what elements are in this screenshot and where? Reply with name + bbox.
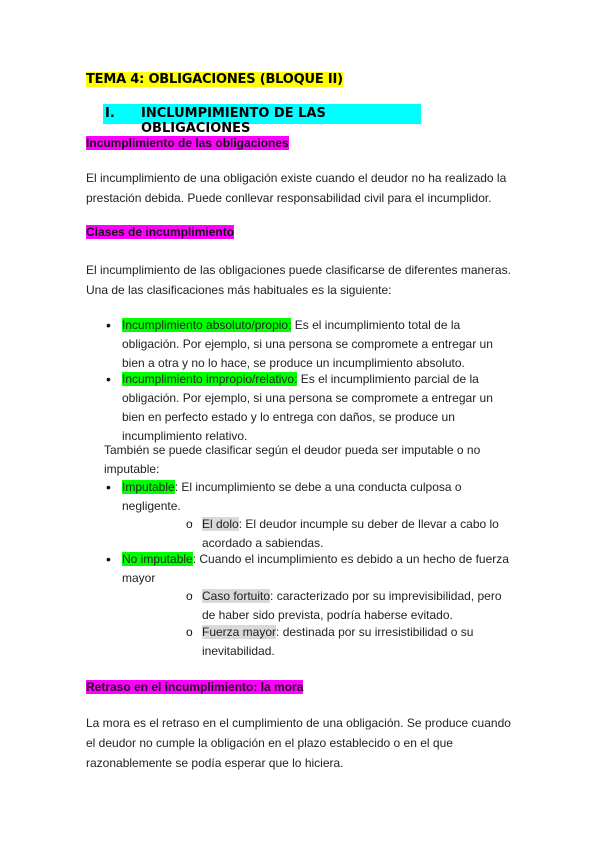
- item-line: bien a otra y no lo hace, se produce un incumplimiento absoluto.: [122, 356, 465, 370]
- list-item-imputable: [122, 478, 512, 516]
- bullet-icon: •: [106, 479, 111, 495]
- paragraph-mora: [86, 713, 516, 773]
- item-line: incumplimiento relativo.: [122, 429, 248, 443]
- list-item-relativo: [122, 370, 512, 446]
- term-fuerza-mayor: Fuerza mayor: [202, 625, 277, 639]
- circle-bullet-icon: o: [186, 517, 193, 531]
- document-title: TEMA 4: OBLIGACIONES (BLOQUE II): [86, 72, 343, 87]
- term-absoluto: Incumplimiento absoluto/propio:: [122, 318, 292, 332]
- paragraph-classification: [86, 260, 516, 300]
- item-line: acordado a sabiendas.: [202, 536, 324, 550]
- item-text: : destinada por su irresistibilidad o su: [276, 625, 474, 639]
- circle-bullet-icon: o: [186, 589, 193, 603]
- paragraph-line: También se puede clasificar según el deudor pueda ser imputable o no: [104, 443, 481, 457]
- sublist-item-caso-fortuito: [202, 587, 522, 625]
- item-line: negligente.: [122, 499, 181, 513]
- item-line: obligación. Por ejemplo, si una persona se compromete a entregar un: [122, 391, 493, 405]
- subheading-mora: Retraso en el incumplimiento: la mora: [86, 680, 304, 694]
- term-no-imputable: No imputable: [122, 552, 193, 566]
- paragraph-line: Una de las clasificaciones más habituales es la siguiente:: [86, 283, 392, 297]
- list-item-absoluto: [122, 316, 512, 373]
- paragraph-definition: [86, 168, 516, 208]
- subheading-clases: Clases de incumplimiento: [86, 225, 235, 239]
- item-text: : Cuando el incumplimiento es debido a un hecho de fuerza: [192, 552, 509, 566]
- section-heading: [103, 104, 421, 136]
- paragraph-imputable-intro: [104, 441, 524, 479]
- list-item-no-imputable: [122, 550, 522, 588]
- paragraph-line: La mora es el retraso en el cumplimiento de una obligación. Se produce cuando: [86, 716, 511, 730]
- paragraph-line: razonablemente se podía esperar que lo hiciera.: [86, 756, 344, 770]
- item-text: : El incumplimiento se debe a una conducta culposa o: [174, 480, 462, 494]
- item-line: obligación. Por ejemplo, si una persona se compromete a entregar un: [122, 337, 493, 351]
- item-line: inevitabilidad.: [202, 644, 275, 658]
- item-line: bien en perfecto estado y lo entrega con daños, se produce un: [122, 410, 455, 424]
- item-line: mayor: [122, 571, 156, 585]
- section-number: I.: [105, 106, 115, 121]
- term-caso-fortuito: Caso fortuito: [202, 589, 271, 603]
- item-text: : El deudor incumple su deber de llevar a cabo lo: [238, 517, 499, 531]
- term-relativo: Incumplimiento impropio/relativo:: [122, 372, 298, 386]
- paragraph-line: El incumplimiento de las obligaciones puede clasificarse de diferentes maneras.: [86, 263, 511, 277]
- item-text: Es el incumplimiento total de la: [291, 318, 461, 332]
- circle-bullet-icon: o: [186, 625, 193, 639]
- section-label: INCLUMPIMIENTO DE LAS OBLIGACIONES: [141, 106, 326, 136]
- sublist-item-dolo: [202, 515, 522, 553]
- sublist-item-fuerza-mayor: [202, 623, 522, 661]
- bullet-icon: •: [106, 371, 111, 387]
- paragraph-line: El incumplimiento de una obligación existe cuando el deudor no ha realizado la: [86, 171, 507, 185]
- paragraph-line: imputable:: [104, 462, 160, 476]
- subheading-incumplimiento: Incumplimiento de las obligaciones: [86, 136, 289, 150]
- item-text: Es el incumplimiento parcial de la: [297, 372, 479, 386]
- item-line: de haber sido prevista, podría haberse evitado.: [202, 608, 453, 622]
- bullet-icon: •: [106, 551, 111, 567]
- item-text: : caracterizado por su imprevisibilidad, pero: [270, 589, 502, 603]
- term-dolo: El dolo: [202, 517, 239, 531]
- paragraph-line: prestación debida. Puede conllevar responsabilidad civil para el incumplidor.: [86, 191, 492, 205]
- term-imputable: Imputable: [122, 480, 175, 494]
- bullet-icon: •: [106, 317, 111, 333]
- paragraph-line: el deudor no cumple la obligación en el plazo establecido o en el que: [86, 736, 453, 750]
